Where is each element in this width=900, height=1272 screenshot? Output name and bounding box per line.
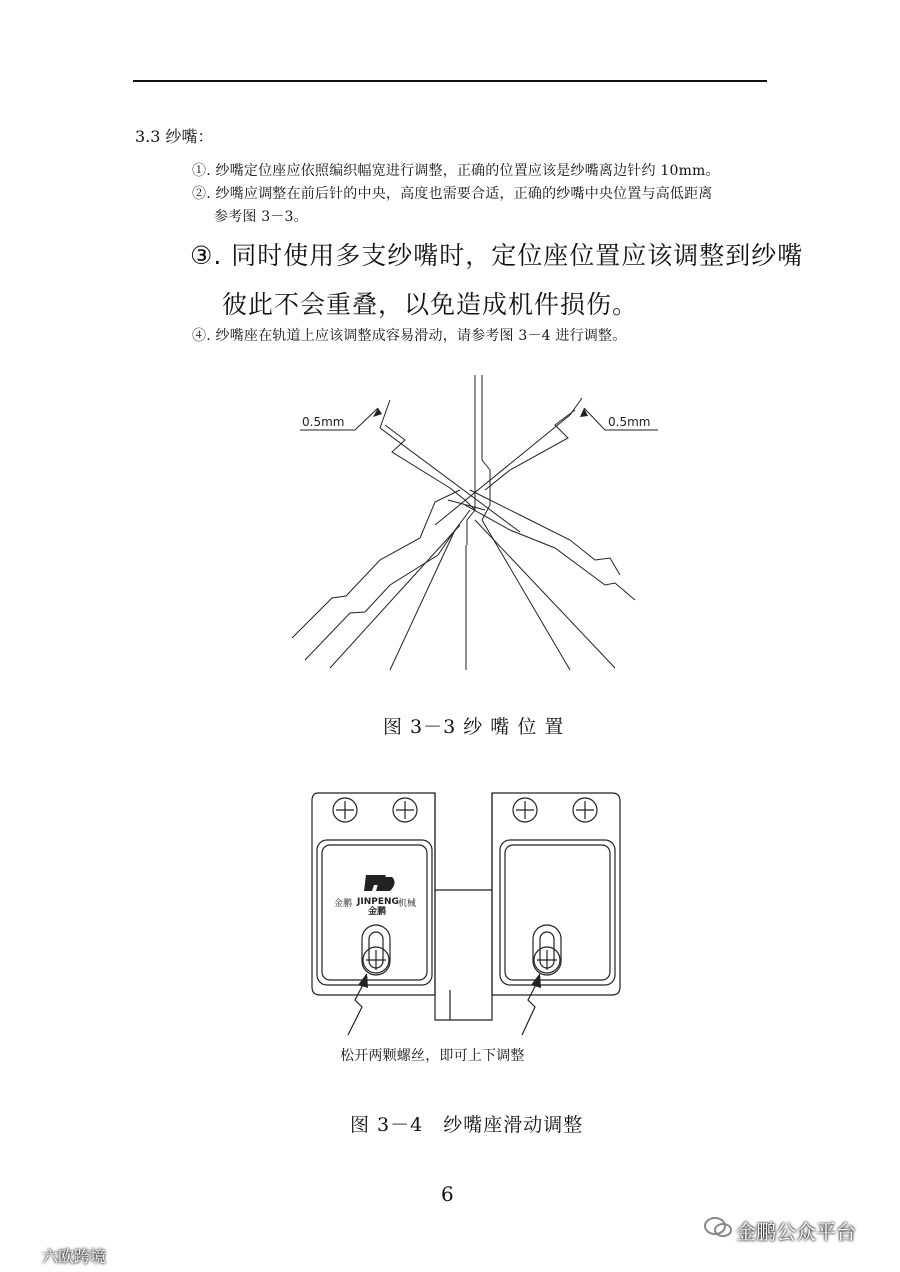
watermark-left: 六欧跨境: [42, 1247, 107, 1266]
adjustment-note: 松开两颗螺丝，即可上下调整: [340, 1048, 525, 1064]
instruction-item-2-cont: 参考图 3－3。: [214, 209, 308, 225]
label-left: 金鹏: [334, 899, 353, 909]
instruction-item-3: ③. 同时使用多支纱嘴时，定位座位置应该调整到纱嘴: [190, 241, 804, 270]
wechat-icon: [703, 1214, 733, 1244]
watermark-logo-icon: [6, 1244, 40, 1270]
header-rule: [133, 80, 767, 82]
logo-cn-text: 金鹏: [368, 907, 387, 917]
instruction-item-1: ①. 纱嘴定位座应依照编织幅宽进行调整，正确的位置应该是纱嘴离边针约 10mm。: [192, 163, 720, 179]
instruction-item-3-cont: 彼此不会重叠，以免造成机件损伤。: [222, 290, 639, 319]
figure-caption-3-3: 图 3－3 纱 嘴 位 置: [383, 716, 565, 738]
section-title: 3.3 纱嘴：: [135, 127, 214, 146]
instruction-item-2: ②. 纱嘴应调整在前后针的中央，高度也需要合适，正确的纱嘴中央位置与高低距离: [192, 186, 713, 202]
feeder-seat-adjustment-diagram: [300, 785, 630, 1075]
figure-caption-3-4: 图 3－4 纱嘴座滑动调整: [350, 1114, 584, 1136]
label-right: 机械: [398, 899, 417, 909]
yarn-feeder-position-diagram: [270, 370, 670, 690]
dimension-label-left: 0.5mm: [302, 415, 345, 429]
watermark-right: 金鹏公众平台: [736, 1220, 856, 1244]
dimension-label-right: 0.5mm: [608, 415, 651, 429]
jinpeng-logo-icon: [364, 875, 395, 891]
instruction-item-4: ④. 纱嘴座在轨道上应该调整成容易滑动，请参考图 3－4 进行调整。: [192, 328, 627, 344]
page-number: 6: [441, 1182, 454, 1206]
logo-brand-text: JINPENG: [357, 897, 399, 907]
